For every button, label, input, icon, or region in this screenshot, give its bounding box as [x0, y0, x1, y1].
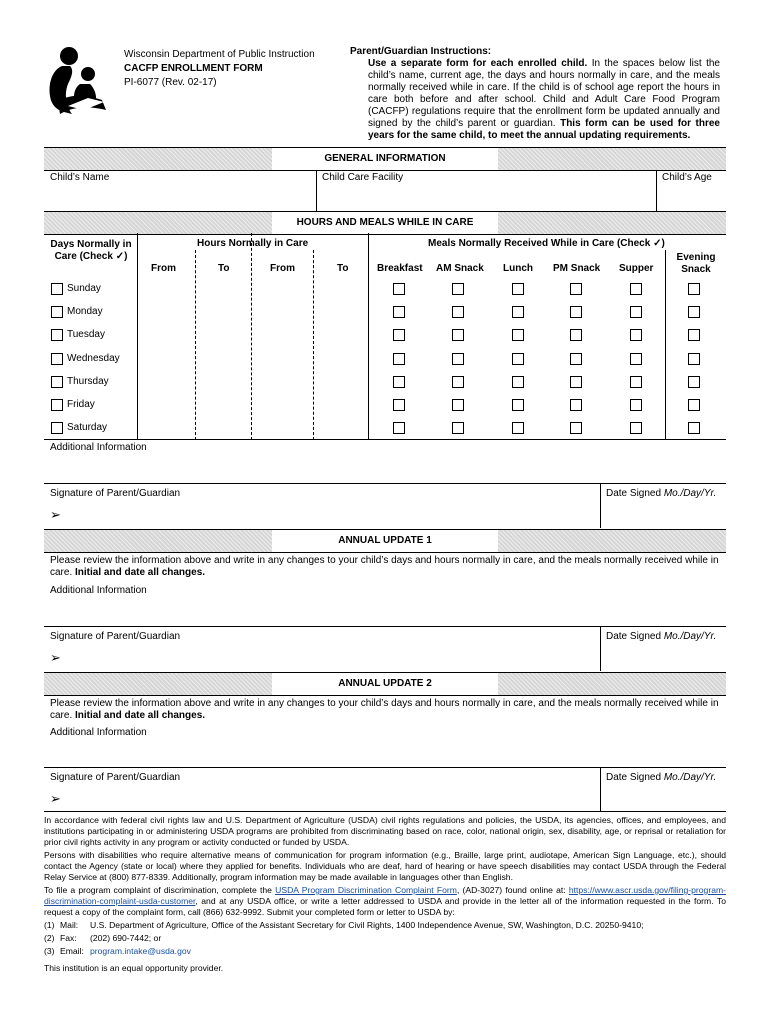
- form-number: PI-6077 (Rev. 02-17): [124, 77, 217, 88]
- meal-checkbox-breakfast-wednesday[interactable]: [393, 353, 405, 365]
- day-label-sunday: Sunday: [67, 283, 101, 294]
- meal-checkbox-lunch-tuesday[interactable]: [512, 329, 524, 341]
- hours-field-from-2-wednesday[interactable]: [254, 349, 311, 369]
- meal-checkbox-am-snack-monday[interactable]: [452, 306, 464, 318]
- annual-update-1-bar: [44, 529, 726, 553]
- meal-checkbox-lunch-monday[interactable]: [512, 306, 524, 318]
- hours-field-from-1-monday[interactable]: [140, 302, 193, 322]
- child-age-label: Child’s Age: [662, 172, 712, 183]
- email-link[interactable]: program.intake@usda.gov: [90, 946, 191, 956]
- meal-checkbox-supper-saturday[interactable]: [630, 422, 642, 434]
- nondiscrimination-statement: [44, 815, 726, 974]
- meal-header-evening-snack: Evening Snack: [676, 252, 716, 275]
- hours-field-from-1-saturday[interactable]: [140, 418, 193, 438]
- hours-field-from-1-friday[interactable]: [140, 395, 193, 415]
- additional-info-label: Additional Information: [50, 442, 147, 453]
- disabilities-paragraph: Persons with disabilities who require alternative means of communication for program information (e.g., Braille, large print, audiotape, American Sign Language, etc.), should contact the Agency (state or local) where they applied for benefits. Individuals who are deaf, hard of hearing or have speech disabilities may contact USDA through the Federal Relay Service at (800) 877-8339. Additionally, program information may be made available in languages other than English.: [44, 850, 726, 882]
- instructions-text: In the spaces below list the child’s name, current age, the days and hours normally in care, and the meals normally received while in care. If the child is of school age report the hours in care both before and after school. Child and Adult Care Food Program (CACFP) regulations require that the enrollment form be updated annually and signed by the child’s parent or guardian.: [368, 58, 720, 129]
- day-label-saturday: Saturday: [67, 422, 108, 433]
- annual-update-1-additional-field[interactable]: [46, 598, 724, 625]
- col-from-2: From: [270, 263, 295, 274]
- hours-field-to-1-sunday[interactable]: [198, 279, 249, 299]
- child-care-facility-field[interactable]: [318, 186, 654, 210]
- meal-checkbox-evening-snack-thursday[interactable]: [688, 376, 700, 388]
- hours-field-to-2-friday[interactable]: [316, 395, 366, 415]
- complaint-paragraph: To file a program complaint of discrimination, complete the USDA Program Discrimination Complaint Form, (AD-3027) found online at: https://www.ascr.usda.gov/filing-program-discrimination-complaint-usda-customer, and at any USDA office, or write a letter addressed to USDA and provide in the letter all of the information requested in the form. To request a copy of the complaint form, call (866) 632-9992. Submit your completed form or letter to USDA by:: [44, 885, 726, 917]
- hours-field-from-2-saturday[interactable]: [254, 418, 311, 438]
- day-label-monday: Monday: [67, 306, 103, 317]
- agency-name: Wisconsin Department of Public Instruction: [124, 49, 315, 60]
- meal-checkbox-breakfast-monday[interactable]: [393, 306, 405, 318]
- child-name-field[interactable]: [46, 186, 314, 210]
- hours-field-from-1-tuesday[interactable]: [140, 325, 193, 345]
- meal-checkbox-evening-snack-saturday[interactable]: [688, 422, 700, 434]
- day-label-wednesday: Wednesday: [67, 353, 120, 364]
- hours-field-to-1-tuesday[interactable]: [198, 325, 249, 345]
- meal-checkbox-breakfast-thursday[interactable]: [393, 376, 405, 388]
- meal-header-pm-snack: PM Snack: [553, 263, 601, 274]
- signature-arrow-icon-2: ➢: [50, 650, 61, 665]
- meal-checkbox-supper-tuesday[interactable]: [630, 329, 642, 341]
- additional-info-field[interactable]: [46, 455, 724, 483]
- date-signed-field-2[interactable]: [604, 646, 724, 670]
- day-checkbox-tuesday[interactable]: [51, 329, 63, 341]
- date-signed-label-3: Date Signed Mo./Day/Yr.: [606, 772, 717, 783]
- meal-checkbox-pm-snack-thursday[interactable]: [570, 376, 582, 388]
- date-signed-field-3[interactable]: [604, 787, 724, 810]
- meal-checkbox-breakfast-friday[interactable]: [393, 399, 405, 411]
- day-checkbox-saturday[interactable]: [51, 422, 63, 434]
- meal-checkbox-lunch-friday[interactable]: [512, 399, 524, 411]
- meal-header-breakfast: Breakfast: [377, 263, 423, 274]
- day-checkbox-thursday[interactable]: [51, 376, 63, 388]
- signature-label-3: Signature of Parent/Guardian: [50, 772, 181, 783]
- col-to-2: To: [337, 263, 349, 274]
- meal-checkbox-pm-snack-sunday[interactable]: [570, 283, 582, 295]
- hours-field-from-1-wednesday[interactable]: [140, 349, 193, 369]
- meal-checkbox-supper-friday[interactable]: [630, 399, 642, 411]
- general-info-bar: [44, 147, 726, 171]
- meal-checkbox-breakfast-saturday[interactable]: [393, 422, 405, 434]
- hours-field-to-1-saturday[interactable]: [198, 418, 249, 438]
- fax-line: (2) Fax: (202) 690-7442; or: [44, 933, 162, 943]
- hours-field-to-2-wednesday[interactable]: [316, 349, 366, 369]
- hours-field-to-1-wednesday[interactable]: [198, 349, 249, 369]
- general-info-heading: GENERAL INFORMATION: [272, 148, 498, 170]
- meal-checkbox-breakfast-tuesday[interactable]: [393, 329, 405, 341]
- col-to-1: To: [218, 263, 230, 274]
- meal-checkbox-pm-snack-monday[interactable]: [570, 306, 582, 318]
- date-signed-field-1[interactable]: [604, 503, 724, 527]
- signature-field-2[interactable]: [66, 646, 596, 670]
- meal-checkbox-evening-snack-friday[interactable]: [688, 399, 700, 411]
- hours-field-to-1-thursday[interactable]: [198, 372, 249, 392]
- meal-checkbox-breakfast-sunday[interactable]: [393, 283, 405, 295]
- signature-field-1[interactable]: [66, 503, 596, 527]
- day-checkbox-wednesday[interactable]: [51, 353, 63, 365]
- hours-meals-bar: [44, 211, 726, 235]
- child-name-label: Child’s Name: [50, 172, 110, 183]
- meal-checkbox-am-snack-sunday[interactable]: [452, 283, 464, 295]
- annual-update-2-additional-field[interactable]: [46, 740, 724, 767]
- hours-field-from-2-tuesday[interactable]: [254, 325, 311, 345]
- meal-checkbox-pm-snack-saturday[interactable]: [570, 422, 582, 434]
- signature-arrow-icon-1: ➢: [50, 507, 61, 522]
- hours-field-from-2-thursday[interactable]: [254, 372, 311, 392]
- meal-header-am-snack: AM Snack: [436, 263, 484, 274]
- day-label-thursday: Thursday: [67, 376, 109, 387]
- meal-header-lunch: Lunch: [503, 263, 533, 274]
- form-title: CACFP ENROLLMENT FORM: [124, 63, 263, 74]
- annual-update-1-heading: ANNUAL UPDATE 1: [272, 530, 498, 552]
- instructions-body: [368, 58, 720, 142]
- hours-field-from-1-sunday[interactable]: [140, 279, 193, 299]
- meal-checkbox-pm-snack-friday[interactable]: [570, 399, 582, 411]
- ascr-website-link[interactable]: https://www.ascr.usda.gov/filing-program-discrimination-complaint-usda-customer: [44, 885, 726, 906]
- meals-received-header: Meals Normally Received While in Care (Check ✓): [428, 238, 665, 249]
- days-normally-header: Days Normally in Care (Check ✓): [50, 239, 132, 262]
- annual-update-2-text: Please review the information above and write in any changes to your child’s days and hours normally in care, and the meals normally received while in care. Initial and date all changes.: [50, 698, 719, 721]
- date-signed-label-1: Date Signed Mo./Day/Yr.: [606, 488, 717, 499]
- child-care-facility-label: Child Care Facility: [322, 172, 404, 183]
- day-checkbox-monday[interactable]: [51, 306, 63, 318]
- instructions-bold-tail: This form can be used for three years for the same child, to meet the annual updating requirements.: [368, 118, 720, 141]
- meal-checkbox-supper-thursday[interactable]: [630, 376, 642, 388]
- hours-normally-header: Hours Normally in Care: [197, 238, 309, 249]
- meal-checkbox-am-snack-tuesday[interactable]: [452, 329, 464, 341]
- hours-field-to-2-tuesday[interactable]: [316, 325, 366, 345]
- day-checkbox-sunday[interactable]: [51, 283, 63, 295]
- instructions-title: Parent/Guardian Instructions:: [350, 46, 492, 57]
- meal-checkbox-evening-snack-monday[interactable]: [688, 306, 700, 318]
- annual-update-2-bar: [44, 672, 726, 696]
- meal-checkbox-lunch-sunday[interactable]: [512, 283, 524, 295]
- meal-checkbox-evening-snack-sunday[interactable]: [688, 283, 700, 295]
- day-label-tuesday: Tuesday: [67, 329, 105, 340]
- hours-field-to-2-sunday[interactable]: [316, 279, 366, 299]
- meal-checkbox-evening-snack-wednesday[interactable]: [688, 353, 700, 365]
- meal-checkbox-am-snack-saturday[interactable]: [452, 422, 464, 434]
- meal-checkbox-supper-sunday[interactable]: [630, 283, 642, 295]
- signature-label-1: Signature of Parent/Guardian: [50, 488, 181, 499]
- equal-opportunity-statement: This institution is an equal opportunity provider.: [44, 963, 224, 973]
- hours-field-from-2-sunday[interactable]: [254, 279, 311, 299]
- email-line: (3) Email: program.intake@usda.gov: [44, 946, 191, 956]
- complaint-form-link[interactable]: USDA Program Discrimination Complaint Form: [275, 885, 457, 895]
- signature-field-3[interactable]: [66, 787, 596, 810]
- signature-arrow-icon-3: ➢: [50, 791, 61, 806]
- meal-checkbox-pm-snack-tuesday[interactable]: [570, 329, 582, 341]
- meal-header-supper: Supper: [619, 263, 654, 274]
- meal-checkbox-supper-monday[interactable]: [630, 306, 642, 318]
- mail-line: (1) Mail: U.S. Department of Agriculture, Office of the Assistant Secretary for Civil Rights, 1400 Independence Avenue, SW, Washington, D.C. 20250-9410;: [44, 920, 644, 930]
- hours-field-to-1-monday[interactable]: [198, 302, 249, 322]
- hours-field-from-2-monday[interactable]: [254, 302, 311, 322]
- parent-reading-child-logo: [44, 44, 114, 118]
- meal-checkbox-supper-wednesday[interactable]: [630, 353, 642, 365]
- hours-field-to-2-saturday[interactable]: [316, 418, 366, 438]
- hours-field-to-2-monday[interactable]: [316, 302, 366, 322]
- hours-field-to-2-thursday[interactable]: [316, 372, 366, 392]
- col-from-1: From: [151, 263, 176, 274]
- day-checkbox-friday[interactable]: [51, 399, 63, 411]
- annual-update-1-additional-label: Additional Information: [50, 585, 147, 596]
- date-signed-label-2: Date Signed Mo./Day/Yr.: [606, 631, 717, 642]
- hours-meals-heading: HOURS AND MEALS WHILE IN CARE: [272, 212, 498, 234]
- meal-checkbox-am-snack-wednesday[interactable]: [452, 353, 464, 365]
- meal-checkbox-evening-snack-tuesday[interactable]: [688, 329, 700, 341]
- hours-field-from-2-friday[interactable]: [254, 395, 311, 415]
- annual-update-1-text: Please review the information above and write in any changes to your child’s days and hours normally in care, and the meals normally received while in care. Initial and date all changes.: [50, 555, 719, 578]
- hours-field-from-1-thursday[interactable]: [140, 372, 193, 392]
- meal-checkbox-am-snack-friday[interactable]: [452, 399, 464, 411]
- meal-checkbox-lunch-saturday[interactable]: [512, 422, 524, 434]
- signature-label-2: Signature of Parent/Guardian: [50, 631, 181, 642]
- meal-checkbox-am-snack-thursday[interactable]: [452, 376, 464, 388]
- instructions-bold-lead: Use a separate form for each enrolled child.: [368, 58, 588, 69]
- day-label-friday: Friday: [67, 399, 95, 410]
- meal-checkbox-lunch-thursday[interactable]: [512, 376, 524, 388]
- annual-update-2-additional-label: Additional Information: [50, 727, 147, 738]
- child-age-field[interactable]: [658, 186, 724, 210]
- meal-checkbox-pm-snack-wednesday[interactable]: [570, 353, 582, 365]
- civil-rights-paragraph: In accordance with federal civil rights law and U.S. Department of Agriculture (USDA) civil rights regulations and policies, the USDA, its agencies, offices, and employees, and institutions participating in or administering USDA programs are prohibited from discriminating based on race, color, national origin, sex, disability, age, or reprisal or retaliation for prior civil rights activity in any program or activity conducted or funded by USDA.: [44, 815, 726, 847]
- hours-field-to-1-friday[interactable]: [198, 395, 249, 415]
- annual-update-2-heading: ANNUAL UPDATE 2: [272, 673, 498, 695]
- meal-checkbox-lunch-wednesday[interactable]: [512, 353, 524, 365]
